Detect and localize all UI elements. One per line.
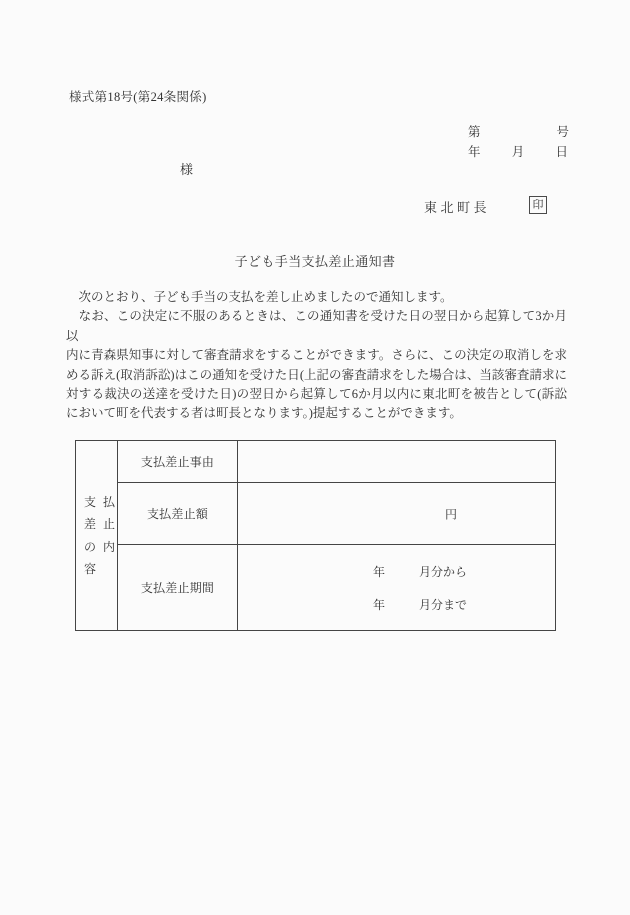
period-from-suffix: 月分から	[419, 564, 468, 579]
body-line: 対する裁決の送達を受けた日)の翌日から起算して6か月以内に東北町を被告として(訴訟	[66, 387, 567, 402]
body-line: において町を代表する者は町長となります。)提起することができます。	[66, 406, 462, 421]
date-line	[468, 142, 568, 160]
period-from-line	[373, 563, 555, 580]
table-row-header-suspension-contents	[76, 441, 123, 630]
row-header-line: 容	[84, 562, 104, 576]
label-suspension-period: 支払差止期間	[117, 544, 237, 630]
addressee-honorific: 様	[180, 162, 194, 177]
label-suspension-reason: 支払差止事由	[117, 441, 237, 482]
row-header-line: 支払	[84, 494, 123, 509]
label-suspension-amount: 支払差止額	[117, 482, 237, 544]
period-to-line	[373, 596, 555, 613]
value-suspension-amount	[237, 482, 555, 544]
yen-unit-label: 円	[445, 507, 458, 521]
body-line: 次のとおり、子ども手当の支払を差し止めましたので通知します。	[66, 290, 453, 304]
period-lines	[238, 545, 555, 630]
period-to-year-label: 年	[373, 597, 386, 612]
seal-box	[529, 196, 547, 214]
period-from-year-label: 年	[373, 564, 386, 579]
doc-number-prefix: 第	[468, 125, 481, 139]
date-day-label: 日	[555, 145, 568, 159]
body-line: なお、この決定に不服のあるときは、この通知書を受けた日の翌日から起算して3か月以	[66, 309, 567, 343]
period-to-suffix: 月分まで	[419, 597, 468, 612]
form-number: 様式第18号(第24条関係)	[69, 90, 207, 104]
body-paragraph	[66, 288, 567, 424]
doc-number-suffix: 号	[556, 125, 569, 139]
body-line: める訴え(取消訴訟)はこの通知を受けた日(上記の審査請求をした場合は、当該審査請求に	[66, 367, 567, 382]
body-line: 内に青森県知事に対して審査請求をすることができます。さらに、この決定の取消しを求	[66, 348, 567, 363]
date-month-label: 月	[511, 145, 525, 159]
value-suspension-reason	[237, 441, 555, 482]
document-title: 子ども手当支払差止通知書	[234, 254, 396, 269]
row-header-line: 差止	[84, 517, 123, 531]
seal-character: 印	[532, 198, 544, 211]
doc-number-line	[468, 122, 569, 140]
issuer-title: 東北町長	[424, 200, 491, 215]
row-header-line: の内	[84, 539, 123, 554]
date-year-label: 年	[468, 145, 481, 159]
suspension-details-table	[75, 440, 556, 631]
value-suspension-period	[237, 544, 555, 630]
